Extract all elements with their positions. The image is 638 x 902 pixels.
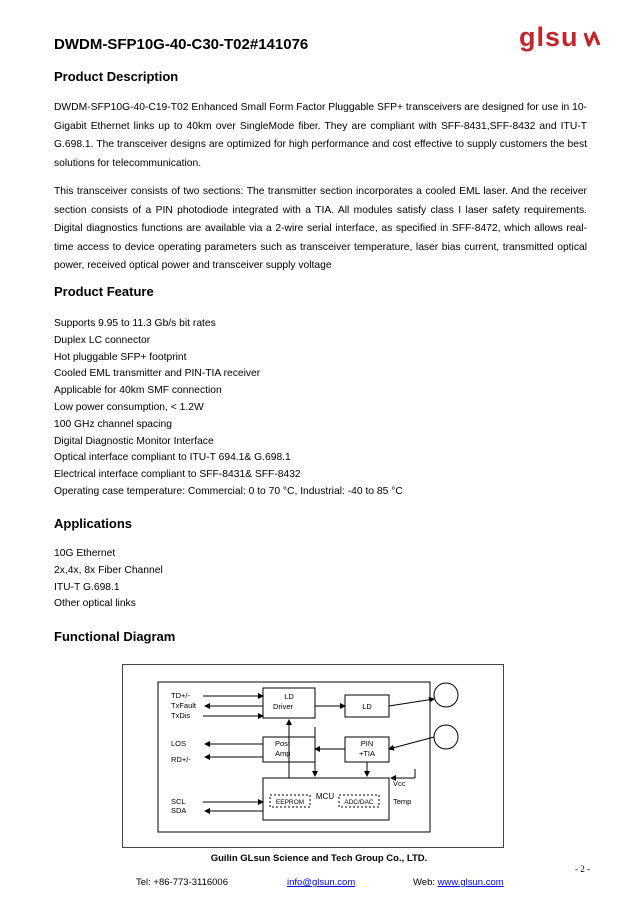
description-paragraph-1: DWDM-SFP10G-40-C19-T02 Enhanced Small Form Factor Pluggable SFP+ transceivers are designed for use in 10-Gigabit Ethernet links up to 40km over SingleMode fiber. They are compliant with SFF-8431,SFF-8432 and ITU-T G.698.1. The transceiver designs are optimized for high performance and cost effective to supply customers the best solutions for telecommunication. xyxy=(54,102,587,169)
list-item: Hot pluggable SFP+ footprint xyxy=(54,351,187,363)
list-item: 10G Ethernet xyxy=(54,548,116,559)
product-feature-heading: Product Feature xyxy=(54,284,154,299)
adcdac-label: ADC/DAC xyxy=(344,799,374,806)
list-item: Cooled EML transmitter and PIN-TIA receiver xyxy=(54,368,261,380)
footer-company: Guilin GLsun Science and Tech Group Co., LTD. xyxy=(210,853,428,864)
pin-label-2: +TIA xyxy=(358,749,376,758)
footer-tel: Tel: +86-773-3116006 xyxy=(136,877,228,888)
td-label: TD+/- xyxy=(171,691,190,700)
list-item: ITU-T G.698.1 xyxy=(54,581,120,593)
temp-label: Temp xyxy=(393,797,412,806)
list-item: Operating case temperature: Commercial: 0 to 70 °C, Industrial: -40 to 85 °C xyxy=(54,485,403,497)
tx-optical-port xyxy=(434,683,458,707)
los-label: LOS xyxy=(171,739,187,748)
list-item: Electrical interface compliant to SFF-8431& SFF-8432 xyxy=(54,469,301,481)
footer-web xyxy=(413,877,504,888)
applications-list xyxy=(54,546,163,613)
sda-label: SDA xyxy=(171,806,187,815)
footer-web-label: Web: xyxy=(413,877,438,888)
feature-list xyxy=(54,316,403,501)
ld-driver-label-2: Driver xyxy=(273,702,293,711)
description-paragraph-2: This transceiver consists of two sections: The transmitter section incorporates a cooled EML laser. And the receiver section consists of a PIN photodiode integrated with a TIA. All modules satisfy class I laser safety requirements. Digital diagnostics functions are available via a 2-wire serial interface, as specified in SFF-8472, which allows real-time access to device operating parameters such as transceiver temperature, laser bias current, transmitted optical power, received optical power and transceiver supply voltage xyxy=(54,186,587,271)
pin-label-1: PIN xyxy=(360,739,374,748)
glsun-logo xyxy=(519,24,601,54)
txfault-label: TxFault xyxy=(171,701,197,710)
mcu-label: MCU xyxy=(315,792,335,801)
ld-driver-label-1: LD xyxy=(284,692,294,701)
scl-label: SCL xyxy=(171,797,186,806)
footer-web-link[interactable]: www.glsun.com xyxy=(437,877,504,888)
list-item: Optical interface compliant to ITU-T 694.1& G.698.1 xyxy=(54,452,291,464)
list-item: Supports 9.95 to 11.3 Gb/s bit rates xyxy=(54,318,216,329)
footer-email-link[interactable]: info@glsun.com xyxy=(287,877,356,888)
rx-optical-port xyxy=(434,725,458,749)
post-amp-label-2: Amp xyxy=(275,749,291,758)
post-amp-label-1: Post xyxy=(275,739,291,748)
list-item: 2x,4x, 8x Fiber Channel xyxy=(54,564,163,576)
list-item: Applicable for 40km SMF connection xyxy=(54,385,222,397)
txdis-label: TxDis xyxy=(171,711,191,720)
eeprom-label: EEPROM xyxy=(275,799,305,806)
functional-diagram-frame xyxy=(122,664,504,848)
rd-label: RD+/- xyxy=(171,755,191,764)
list-item: Duplex LC connector xyxy=(54,334,151,346)
list-item: Other optical links xyxy=(54,598,136,610)
logo-text: glsu xyxy=(519,24,579,52)
list-item: Digital Diagnostic Monitor Interface xyxy=(54,435,214,447)
document-title: DWDM-SFP10G-40-C30-T02#141076 xyxy=(54,36,309,53)
list-item: 100 GHz channel spacing xyxy=(54,418,172,430)
vcc-label: Vcc xyxy=(393,779,406,788)
list-item: Low power consumption, < 1.2W xyxy=(54,401,204,413)
functional-diagram xyxy=(123,665,503,847)
functional-diagram-heading: Functional Diagram xyxy=(54,629,176,644)
product-description-heading: Product Description xyxy=(54,69,179,84)
applications-heading: Applications xyxy=(54,516,133,531)
page-number: - 2 - xyxy=(575,864,590,874)
ld-label: LD xyxy=(362,702,372,711)
